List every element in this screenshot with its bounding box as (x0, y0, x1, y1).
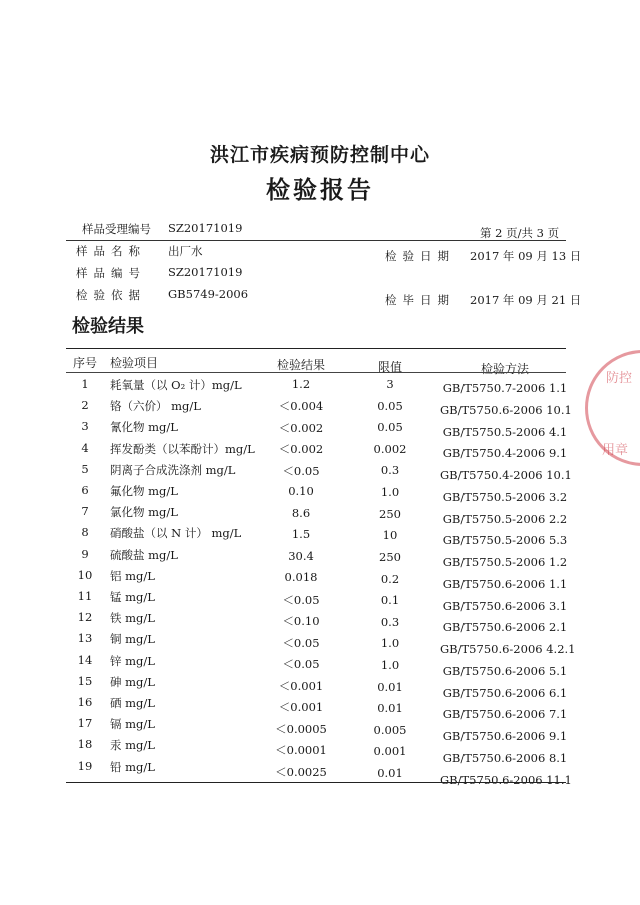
row-limit: 0.002 (373, 441, 407, 456)
row-item: 铬（六价） mg/L (110, 399, 201, 414)
row-no: 16 (77, 695, 93, 709)
row-result: ＜0.05 (282, 657, 320, 672)
finish-date-label: 检毕日期 (385, 293, 455, 307)
test-date-label: 检验日期 (385, 249, 455, 263)
row-no: 2 (81, 398, 89, 413)
table-header-rule (66, 372, 566, 373)
row-method: GB/T5750.6-2006 7.1 (442, 707, 568, 722)
row-method: GB/T5750.6-2006 4.2.1 (440, 642, 576, 656)
row-no: 19 (77, 758, 93, 773)
row-limit: 0.3 (380, 463, 400, 478)
row-method: GB/T5750.6-2006 3.1 (442, 598, 568, 613)
row-item: 铁 mg/L (110, 611, 155, 626)
row-item: 硝酸盐（以 N 计） mg/L (110, 526, 242, 541)
row-limit: 0.2 (380, 571, 400, 586)
row-no: 17 (77, 716, 93, 731)
row-no: 13 (77, 631, 93, 646)
row-item: 氰化物 mg/L (110, 420, 178, 435)
row-result: 1.5 (291, 527, 311, 542)
section-title: 检验结果 (72, 316, 144, 337)
row-result: 8.6 (291, 505, 311, 520)
meta-divider (66, 240, 566, 241)
row-item: 砷 mg/L (110, 674, 155, 689)
row-limit: 0.05 (377, 420, 403, 435)
row-result: 0.10 (288, 484, 314, 499)
row-method: GB/T5750.6-2006 1.1 (442, 576, 568, 591)
row-no: 18 (77, 737, 93, 752)
row-limit: 0.001 (373, 744, 407, 759)
row-result: 0.018 (284, 570, 318, 585)
header-item: 检验项目 (110, 356, 159, 370)
row-limit: 3 (386, 377, 394, 391)
row-no: 10 (77, 567, 93, 582)
row-limit: 250 (379, 549, 401, 564)
row-result: ＜0.0001 (275, 743, 327, 758)
row-no: 9 (81, 546, 89, 561)
row-item: 汞 mg/L (110, 738, 155, 753)
row-item: 耗氧量（以 O₂ 计）mg/L (110, 378, 242, 392)
row-limit: 250 (379, 506, 401, 521)
table-bottom-rule (66, 782, 566, 783)
row-method: GB/T5750.5-2006 3.2 (442, 489, 568, 504)
row-method: GB/T5750.4-2006 10.1 (440, 468, 572, 482)
row-limit: 0.3 (380, 614, 400, 629)
row-method: GB/T5750.6-2006 6.1 (442, 685, 568, 700)
row-result: ＜0.10 (282, 614, 320, 629)
row-method: GB/T5750.6-2006 10.1 (440, 402, 572, 417)
test-date-value: 2017 年 09 月 13 日 (470, 249, 582, 263)
row-result: 1.2 (291, 377, 311, 391)
row-item: 铅 mg/L (110, 759, 155, 774)
row-limit: 10 (382, 528, 398, 543)
row-no: 12 (77, 610, 93, 625)
row-no: 7 (81, 504, 89, 519)
organization-title: 洪江市疾病预防控制中心 (209, 144, 430, 166)
basis-label: 检验依据 (76, 288, 146, 302)
row-method: GB/T5750.6-2006 9.1 (442, 729, 568, 743)
row-item: 挥发酚类（以苯酚计）mg/L (110, 441, 255, 456)
row-method: GB/T5750.5-2006 2.2 (442, 511, 568, 526)
table-top-rule (66, 348, 566, 349)
row-no: 11 (77, 589, 93, 603)
row-no: 6 (81, 483, 89, 497)
receipt-no-value: SZ20171019 (168, 221, 243, 235)
receipt-no-label: 样品受理编号 (82, 222, 151, 236)
row-result: ＜0.0005 (275, 721, 327, 736)
row-item: 硒 mg/L (110, 696, 155, 710)
row-no: 5 (81, 461, 89, 476)
row-result: ＜0.002 (278, 420, 324, 435)
row-result: ＜0.0025 (275, 764, 327, 779)
row-result: ＜0.002 (278, 442, 324, 457)
header-no: 序号 (72, 356, 97, 370)
seal-text-bottom: 用章 (602, 443, 629, 458)
sample-name-label: 样品名称 (76, 244, 146, 258)
row-item: 镉 mg/L (110, 717, 155, 732)
row-item: 阴离子合成洗涤剂 mg/L (110, 462, 236, 477)
row-no: 3 (81, 419, 89, 434)
basis-value: GB5749-2006 (168, 287, 249, 301)
row-method: GB/T5750.6-2006 8.1 (442, 750, 568, 765)
row-method: GB/T5750.6-2006 5.1 (442, 663, 568, 678)
official-seal (585, 350, 640, 466)
row-method: GB/T5750.6-2006 2.1 (442, 620, 568, 635)
row-method: GB/T5750.7-2006 1.1 (442, 381, 568, 395)
row-no: 8 (81, 525, 89, 540)
row-limit: 0.05 (377, 398, 403, 413)
header-method: 检验方法 (480, 362, 529, 376)
row-result: ＜0.05 (282, 463, 320, 478)
row-method: GB/T5750.5-2006 5.3 (442, 533, 568, 548)
header-limit: 限值 (377, 360, 402, 374)
row-item: 锌 mg/L (110, 653, 155, 668)
row-result: ＜0.001 (278, 700, 324, 715)
row-method: GB/T5750.4-2006 9.1 (442, 446, 568, 461)
row-limit: 1.0 (380, 485, 400, 500)
report-title: 检验报告 (266, 175, 374, 204)
row-limit: 0.01 (377, 766, 403, 781)
row-limit: 0.005 (373, 722, 407, 737)
row-result: ＜0.001 (278, 678, 324, 693)
seal-text-top: 防控 (606, 371, 633, 386)
row-item: 锰 mg/L (110, 590, 155, 604)
row-item: 氟化物 mg/L (110, 484, 178, 498)
row-limit: 0.01 (377, 679, 403, 694)
sample-name-value: 出厂水 (168, 244, 203, 258)
row-result: ＜0.05 (282, 592, 320, 607)
row-result: 30.4 (288, 548, 314, 563)
row-no: 15 (77, 673, 93, 688)
row-item: 铝 mg/L (110, 568, 155, 583)
row-method: GB/T5750.5-2006 4.1 (442, 424, 568, 439)
row-item: 铜 mg/L (110, 632, 155, 647)
sample-no-label: 样品编号 (76, 266, 146, 280)
row-limit: 1.0 (380, 636, 400, 651)
row-method: GB/T5750.5-2006 1.2 (442, 555, 568, 569)
row-result: ＜0.004 (278, 399, 324, 414)
row-limit: 1.0 (380, 657, 400, 672)
row-item: 氯化物 mg/L (110, 505, 178, 520)
header-result: 检验结果 (276, 358, 325, 372)
row-result: ＜0.05 (282, 635, 320, 650)
sample-no-value: SZ20171019 (168, 265, 243, 279)
row-limit: 0.01 (377, 701, 403, 716)
row-method: GB/T5750.6-2006 11.1 (440, 772, 572, 787)
row-no: 1 (81, 377, 89, 391)
row-limit: 0.1 (380, 593, 400, 608)
row-no: 14 (77, 652, 93, 667)
finish-date-value: 2017 年 09 月 21 日 (470, 293, 582, 307)
row-item: 硫酸盐 mg/L (110, 547, 178, 562)
page-info: 第 2 页/共 3 页 (480, 226, 560, 240)
row-no: 4 (81, 440, 89, 455)
